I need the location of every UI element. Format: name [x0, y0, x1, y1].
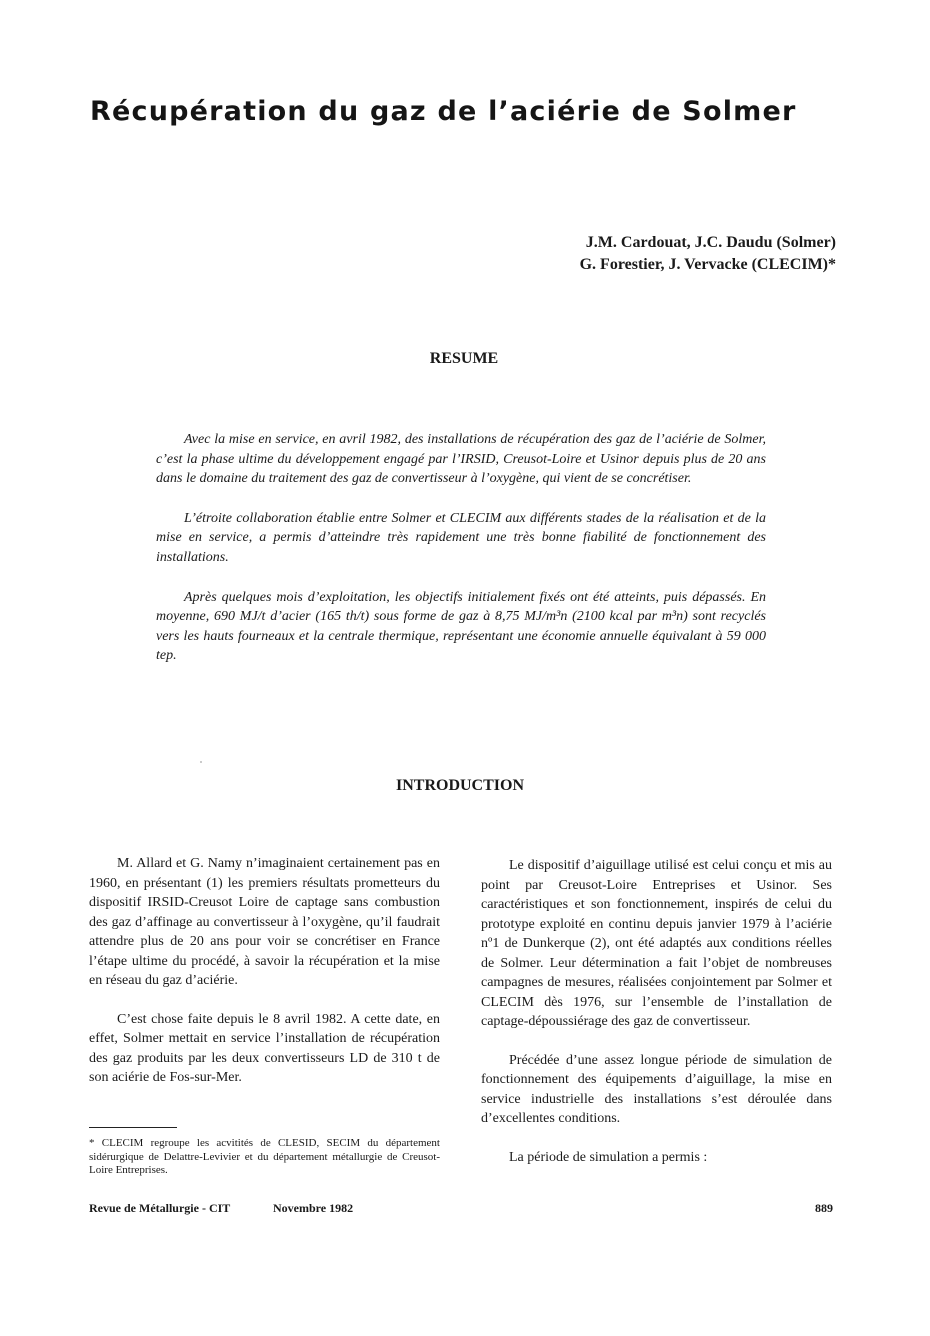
- footnote-divider: [89, 1127, 177, 1128]
- right-column: [481, 856, 832, 1186]
- body-paragraph: Précédée d’une assez longue période de simulation de fonctionnement des équipements d’aiguillage, la mise en service industrielle des installations s’est déroulée dans d’excellentes conditions.: [481, 1052, 832, 1126]
- scan-speck: [200, 761, 202, 763]
- footer-date: Novembre 1982: [273, 1201, 354, 1215]
- abstract: [156, 430, 766, 686]
- resume-heading: RESUME: [429, 350, 499, 367]
- abstract-paragraph: Avec la mise en service, en avril 1982, des installations de récupération des gaz de l’aciérie de Solmer, c’est la phase ultime du développement engagé par l’IRSID, Creusot-Loire et Usinor depuis plus de 20 ans dans le domaine du traitement des gaz de convertisseur à l’oxygène, qui vient de se concrétiser.: [156, 432, 766, 487]
- body-paragraph: C’est chose faite depuis le 8 avril 1982. A cette date, en effet, Solmer mettait en service l’installation de récupération des gaz produits par les deux convertisseurs LD de 310 t de son aciérie de Fos-sur-Mer.: [89, 1011, 440, 1085]
- author-line: G. Forestier, J. Vervacke (CLECIM)*: [579, 256, 836, 273]
- abstract-paragraph: Après quelques mois d’exploitation, les objectifs initialement fixés ont été atteints, puis dépassés. En moyenne, 690 MJ/t d’acier (165 th/t) sous forme de gaz à 8,75 MJ/m³n (2100 kcal par m³n) sont recyclés vers les hauts fourneaux et la centrale thermique, représentant une économie annuelle équivalant à 59 000 tep.: [156, 589, 766, 664]
- body-paragraph: Le dispositif d’aiguillage utilisé est celui conçu et mis au point par Creusot-Loire Entreprises et Usinor. Ses caractéristiques et son fonctionnement, inspirés de celui du prototype exploité en continu depuis janvier 1979 à l’aciérie nº1 de Dunkerque (2), ont été adaptés aux conditions réelles de Solmer. Leur détermination a fait l’objet de nombreuses campagnes de mesures, réalisées conjointement par Solmer et CLECIM dès 1976, sur l’ensemble de l’installation de captage-dépoussiérage des gaz de convertisseur.: [481, 858, 832, 1029]
- author-block: [580, 232, 836, 276]
- page-number: 889: [815, 1201, 833, 1215]
- article-title: Récupération du gaz de l’aciérie de Solmer: [90, 96, 797, 127]
- author-line: J.M. Cardouat, J.C. Daudu (Solmer): [585, 234, 836, 251]
- introduction-heading: INTRODUCTION: [395, 777, 524, 794]
- abstract-paragraph: L’étroite collaboration établie entre Solmer et CLECIM aux différents stades de la réalisation et de la mise en service, a permis d’atteindre très rapidement une très bonne fiabilité de fonctionnement des installations.: [156, 510, 766, 565]
- footnote: * CLECIM regroupe les acvitités de CLESID, SECIM du département sidérurgique de Delattre-Levivier et du département métallurgie de Creusot-Loire Entreprises.: [89, 1137, 440, 1176]
- body-paragraph: M. Allard et G. Namy n’imaginaient certainement pas en 1960, en présentant (1) les premiers résultats prometteurs du dispositif IRSID-Creusot Loire de captage sans combustion des gaz d’affinage au convertisseur à l’oxygène, qu’il faudrait attendre plus de 20 ans pour voir se concrétiser en France l’étape ultime du procédé, à savoir la récupération et la mise en réseau du gaz d’aciérie.: [89, 856, 440, 988]
- footer-journal: Revue de Métallurgie - CIT: [89, 1201, 231, 1215]
- left-column: [89, 854, 440, 1107]
- body-paragraph: La période de simulation a permis :: [509, 1149, 708, 1165]
